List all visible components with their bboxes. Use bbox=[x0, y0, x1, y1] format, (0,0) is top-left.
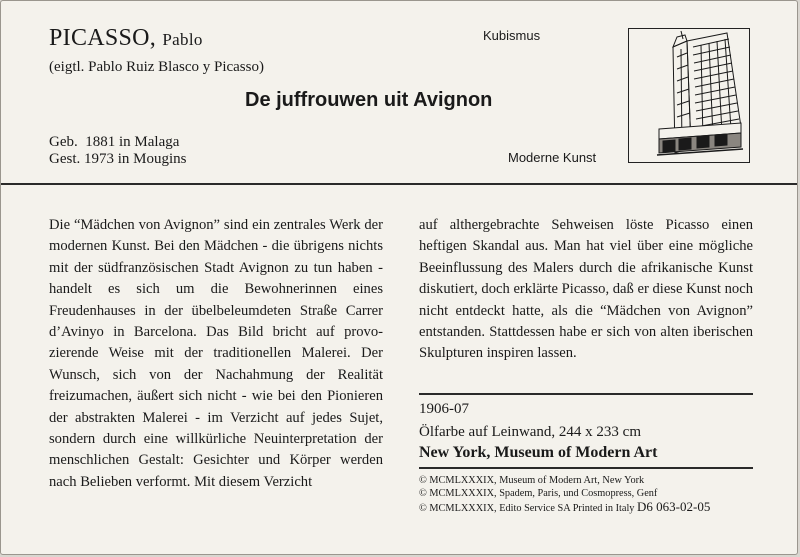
building-logo-frame bbox=[628, 28, 750, 163]
info-divider-bottom bbox=[419, 467, 753, 469]
info-divider-top bbox=[419, 393, 753, 395]
artwork-medium: Ölfarbe auf Leinwand, 244 x 233 cm bbox=[419, 424, 642, 440]
description-right-column bbox=[419, 215, 753, 365]
artwork-location: New York, Museum of Modern Art bbox=[419, 444, 658, 461]
artist-surname: PICASSO, bbox=[49, 25, 157, 51]
artist-firstname: Pablo bbox=[162, 30, 203, 49]
artist-name bbox=[49, 25, 203, 52]
header-divider bbox=[1, 183, 797, 185]
category-label: Kubismus bbox=[483, 28, 541, 43]
movement-label: Moderne Kunst bbox=[508, 150, 597, 165]
artwork-date: 1906-07 bbox=[419, 401, 469, 417]
copyright-line-3-text: © MCMLXXXIX, Edito Service SA Printed in Italy bbox=[419, 503, 635, 514]
description-text-left: Die “Mädchen von Avignon” sind ein zentrales Werk der modernen Kunst. Bei den Mädchen - die übrigens nichts mit der südfranzösischen Stadt Avignon zu tun haben - handelt es sich um die Bewohnerinnen eines Freudenhauses in der übelbeleumdeten Straße Carrer d’Avinyo in Barcelona. Das Bild bricht auf provozierende Weise mit der traditionellen Malerei. Der Wunsch, sich von der Nachahmung der Realität freizumachen, äußert sich nicht - wie bei den Pionieren der abstrakten Malerei - im Verzicht auf jedes Sujet, sondern durch eine willkürliche Neuinterpretation der menschlichen Gestalt: Gesichter und Körper werden nach Belieben verformt. Mit diesem Verzicht bbox=[49, 217, 383, 490]
life-dates bbox=[49, 134, 187, 168]
death-info: Gest. 1973 in Mougins bbox=[49, 151, 187, 167]
copyright-line-2: © MCMLXXXIX, Spadem, Paris, und Cosmopress, Genf bbox=[419, 488, 658, 499]
birth-info: Geb. 1881 in Malaga bbox=[49, 134, 180, 150]
copyright-line-1: © MCMLXXXIX, Museum of Modern Art, New York bbox=[419, 475, 645, 486]
description-left-column bbox=[49, 215, 383, 493]
artist-fullname: (eigtl. Pablo Ruiz Blasco y Picasso) bbox=[49, 59, 264, 75]
description-text-right: auf althergebrachte Sehweisen löste Picasso einen heftigen Skandal aus. Man hat viel über eine mögliche Beeinflussung des Malers durch die afrikanische Kunst diskutiert, doch erklärte Picasso, daß er diese Kunst noch nicht entdeckt hatte, als die “Mädchen von Avignon” entstanden. Stattdessen habe er sich von alten iberischen Skulpturen inspiren lassen. bbox=[419, 217, 753, 362]
product-code: D6 063-02-05 bbox=[637, 499, 711, 514]
building-icon bbox=[629, 29, 749, 162]
copyright-line-3 bbox=[419, 501, 710, 515]
artwork-title: De juffrouwen uit Avignon bbox=[245, 89, 493, 111]
